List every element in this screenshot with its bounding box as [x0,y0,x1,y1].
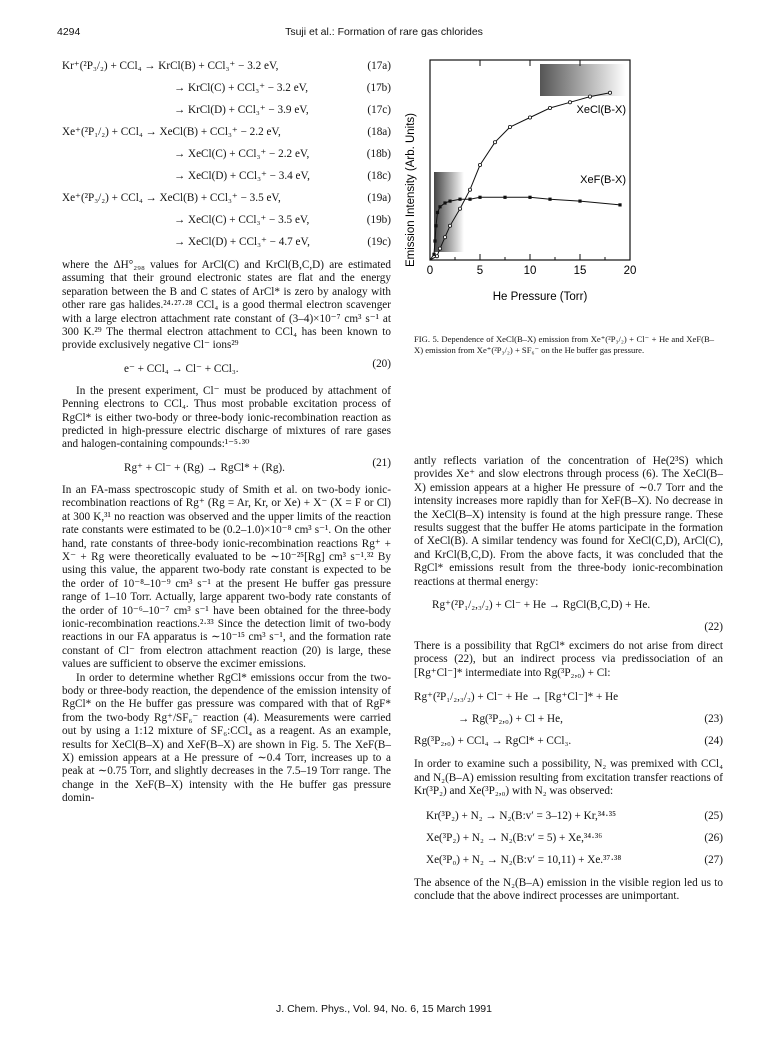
data-point-xecl [478,163,481,166]
series-label: XeCl(B-X) [576,103,626,116]
equation-22: Rg⁺(²P₁/₂,₃/₂) + Cl⁻ + He → RgCl(B,C,D) + He. [432,599,651,612]
data-point-xecl [448,224,451,227]
equation-20: e⁻ + CCl₄ → Cl⁻ + CCl₃. (20) [124,357,391,375]
data-point-xef [578,200,581,203]
figure-caption: FIG. 5. Dependence of XeCl(B–X) emission from Xe⁺(²P₃/₂) + Cl⁻ + He and XeF(B–X) emission from Xe⁺(²P₃/₂) + SF₆⁻ on the He buffer gas pressure. [414,334,714,355]
data-point-xef [468,198,471,201]
x-tick-label: 15 [573,265,587,277]
reaction-17b: → KrCl(C) + CCl₃⁺ − 3.2 eV, (17b) [174,82,391,94]
x-axis-label: He Pressure (Torr) [492,291,588,303]
data-point-xef [438,205,441,208]
reaction-17c: → KrCl(D) + CCl₃⁺ − 3.9 eV, (17c) [174,104,391,116]
data-point-xecl [435,255,438,258]
data-point-xef [503,196,506,199]
paragraph: In an FA-mass spectroscopic study of Smith et al. on two-body ionic-recombination reactions of Rg⁺ (Rg = Ar, Kr, or Xe) + X⁻ (X = F or Cl) at 300 K,³¹ no reaction was observed and the upper limits of the reaction rate constants were estimated to be (0.2–1.0)×10⁻⁸ cm³ s⁻¹. On the other hand, rate constants of three-body ionic-recombination reactions Rg⁺ + X⁻ + Rg were theoretically evaluated to be ∼10⁻²⁵[Rg] cm³ s⁻¹.³² By using this value, the apparent two-body rate constant is expected to be the order of 10⁻⁸–10⁻⁹ cm³ s⁻¹ at the present He buffer gas pressure range of 1–10 Torr. Actually, large apparent two-body rate constants of the order of 10⁻⁶–10⁻⁷ cm³ s⁻¹ have been obtained for the three-body ionic-recombination reactions.²·³³ Since the detection limit of two-body reactions in our FA apparatus is ∼10⁻¹⁵ cm³ s⁻¹, and the formation rate constant of Cl⁻ from electron attachment reaction (20) is large, these values are sufficient to observe the excimer emissions. [62,483,391,671]
reaction-18c: → XeCl(D) + CCl₃⁺ − 3.4 eV, (18c) [174,170,391,182]
paragraph: There is a possibility that RgCl* excimers do not arise from direct process (22), but an indirect process via predissociation of an [Rg⁺Cl⁻]* intermediate into Rg(³P₂,₀) + Cl: [414,640,723,679]
paragraph: The absence of the N₂(B–A) emission in the visible region led us to conclude that the above indirect processes are unimportant. [414,876,723,902]
page-number: 4294 [57,26,81,38]
data-point-xecl [493,141,496,144]
paragraph: In the present experiment, Cl⁻ must be produced by attachment of Penning electrons to CCl₄. Thus most probable excitation process of RgCl* is either two-body or three-body ionic-recombination reaction as predicted in high-pressure electric discharge of mixtures of rare gases and halogen-containing compounds:¹⁻⁵·³⁰ [62,384,391,451]
x-tick-label: 0 [426,265,434,277]
equation-25: Kr(³P₂) + N₂ → N₂(B:v′ = 3–12) + Kr,³⁴·³⁵ (25) [426,809,723,822]
data-point-xef [448,200,451,203]
equation-23b: → Rg(³P₂,₀) + Cl + He, (23) [458,713,723,726]
data-point-xecl [588,95,591,98]
data-point-xecl [443,236,446,239]
data-point-xef [432,253,435,256]
x-tick-label: 10 [523,265,537,277]
journal-footer: J. Chem. Phys., Vol. 94, No. 6, 15 March 1991 [276,1003,492,1015]
equation-26: Xe(³P₂) + N₂ → N₂(B:v′ = 5) + Xe,³⁴·³⁶ (26) [426,831,723,844]
reaction-19c: → XeCl(D) + CCl₃⁺ − 4.7 eV, (19c) [174,236,391,248]
paragraph: where the ΔH°₂₉₈ values for ArCl(C) and KrCl(B,C,D) are estimated assuming that their ground electronic states are flat and the energy separation between the B and C states of ArCl* is zero by analogy with other rare gas halides.²⁴·²⁷·²⁸ CCl₄ is a good thermal electron scavenger with a large electron attachment rate constant of (3–4)×10⁻⁷ cm³ s⁻¹ at 300 K.²⁹ The thermal electron attachment to CCl₄ has been known to provide exclusively negative Cl⁻ ions²⁹ [62,259,391,352]
equation-22-number: (22) [704,621,723,634]
data-point-xef [528,196,531,199]
data-point-xecl [468,188,471,191]
equation-23a: Rg⁺(²P₁/₂,₃/₂) + Cl⁻ + He → [Rg⁺Cl⁻]* + He [414,691,619,704]
data-point-xecl [568,101,571,104]
data-point-xecl [528,116,531,119]
series-label: XeF(B-X) [580,173,626,186]
reaction-18b: → XeCl(C) + CCl₃⁺ − 2.2 eV, (18b) [174,148,391,160]
data-point-xecl [458,207,461,210]
right-column [414,455,723,903]
x-tick-label: 20 [623,265,637,277]
data-point-xef [618,203,621,206]
data-point-xef [548,198,551,201]
shaded-box-upper [540,64,626,96]
paragraph: In order to examine such a possibility, N₂ was premixed with CCl₄ and N₂(B–A) emission resulting from excitation transfer reactions of Kr(³P₂) and Xe(³P₂,₀) with N₂ was observed: [414,758,723,798]
equation-27: Xe(³P₀) + N₂ → N₂(B:v′ = 10,11) + Xe.³⁷·³⁸ (27) [426,853,723,866]
reaction-block-17-19 [62,55,391,253]
reaction-19a: Xe⁺(²P₃/₂) + CCl₄ → XeCl(B) + CCl₃⁺ − 3.5 eV, (19a) [62,192,391,204]
equation-24: Rg(³P₂,₀) + CCl₄ → RgCl* + CCl₃. (24) [414,735,723,748]
reaction-18a: Xe⁺(²P₁/₂) + CCl₄ → XeCl(B) + CCl₃⁺ − 2.2 eV, (18a) [62,126,391,138]
paragraph: antly reflects variation of the concentration of He(2³S) which provides Xe⁺ and slow electrons through process (6). The XeCl(B–X) emission appears at a higher He pressure of ∼0.7 Torr and the intensity increases more rapidly than for XeF(B–X). No decrease in the XeCl(B–X) intensity is found at the high pressure range. These results suggest that the buffer He atoms participate in the formation of XeCl(B). A similar tendency was found for XeCl(C,D), ArCl(C), and KrCl(B,C,D). From the above facts, it was concluded that the RgCl* emissions result from the three-body ionic-recombination reactions at thermal energy: [414,455,723,588]
data-point-xef [433,239,436,242]
reaction-17a: Kr⁺(²P₃/₂) + CCl₄ → KrCl(B) + CCl₃⁺ − 3.2 eV, (17a) [62,60,391,72]
data-point-xef [478,196,481,199]
data-point-xef [436,211,439,214]
data-point-xef [434,224,437,227]
left-column [62,55,391,806]
data-point-xecl [608,91,611,94]
data-point-xef [458,198,461,201]
running-title: Tsuji et al.: Formation of rare gas chlorides [285,26,483,38]
equation-21: Rg⁺ + Cl⁻ + (Rg) → RgCl* + (Rg). (21) [124,456,391,474]
data-point-xecl [438,247,441,250]
y-axis-label: Emission Intensity (Arb. Units) [405,112,417,268]
x-tick-label: 5 [476,265,484,277]
data-point-xecl [548,106,551,109]
reaction-19b: → XeCl(C) + CCl₃⁺ − 3.5 eV, (19b) [174,214,391,226]
data-point-xecl [508,125,511,128]
data-point-xef [443,201,446,204]
paragraph: In order to determine whether RgCl* emissions occur from the two-body or three-body reaction, the dependence of the emission intensity of RgCl* on the He buffer gas pressure was compared with that of RgF* from the two-body Rg⁺/SF₆⁻ reaction (4). Measurements were carried out by using a 1:12 mixture of SF₆:CCl₄ as a reagent. As an example, results for XeCl(B–X) and XeF(B–X) are shown in Fig. 5. The XeF(B–X) emission appears at a He pressure of ∼0.4 Torr, increases up to a peak at ∼0.75 Torr, and slightly decreases in the 7.5–19 Torr range. The change in the XeF(B–X) intensity with the He buffer gas pressure domin- [62,671,391,805]
figure-5-chart [400,50,650,305]
